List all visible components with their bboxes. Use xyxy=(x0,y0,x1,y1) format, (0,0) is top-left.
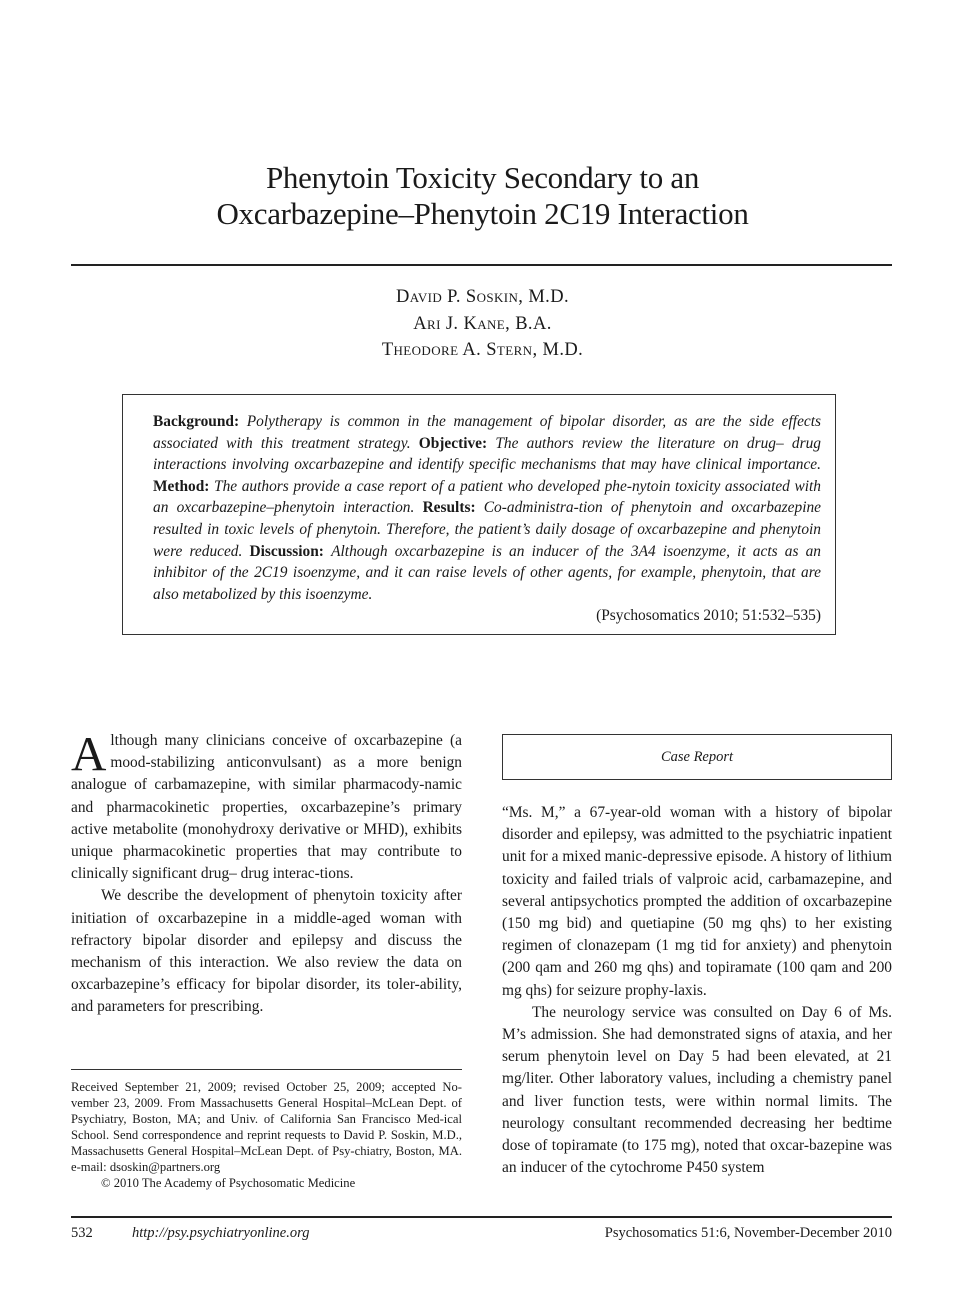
author-3: Theodore A. Stern, M.D. xyxy=(381,340,584,360)
author-2: Ari J. Kane, B.A. xyxy=(413,313,552,334)
case-report-heading: Case Report xyxy=(502,734,892,780)
author-list xyxy=(60,284,905,364)
title-divider xyxy=(71,264,892,266)
intro-paragraph-2: We describe the development of phenytoin toxicity after initiation of oxcarbazepine in a middle-aged woman with refractory bipolar disorder and epilepsy and discuss the mechanism of this interaction. We also review the data on oxcarbazepine’s efficacy for bipolar disorder, its toler-ability, and parameters for prescribing. xyxy=(71,887,462,1016)
abstract-box xyxy=(122,394,836,635)
results-label: Results: xyxy=(422,499,476,517)
method-text: The authors provide a case report of a patient who developed phe-nytoin toxicity associated with an oxcarbazepine–phenytoin interaction. xyxy=(153,477,821,517)
intro-paragraph-1 xyxy=(71,726,462,885)
case-report-column xyxy=(502,802,892,1179)
results-text: Co-administra-tion of phenytoin and oxcarbazepine resulted in toxic levels of phenytoin. Therefore, the patient’s daily dosage of oxcarbazepine and phenytoin were reduced. xyxy=(153,499,821,560)
title-line-1: Phenytoin Toxicity Secondary to an xyxy=(265,160,700,195)
discussion-text: Although oxcarbazepine is an inducer of the 3A4 isoenzyme, it acts as an inhibitor of the 2C19 isoenzyme, and it can raise levels of other agents, for example, phenytoin, that are also metabolized by this isoenzyme. xyxy=(153,542,821,603)
footnote xyxy=(71,1079,462,1191)
intro-paragraph-1-text: lthough many clinicians conceive of oxcarbazepine (a mood-stabilizing anticonvulsant) as a more benign analogue of carbamazepine, with similar pharmacody-namic and pharmacokinetic properties, oxcarbazepine’s primary active metabolite (monohydroxy derivative or MHD), exhibits unique pharmacokinetic properties that may contribute to clinically significant drug– drug interac-tions. xyxy=(71,732,462,883)
copyright-line: © 2010 The Academy of Psychosomatic Medicine xyxy=(101,1176,356,1190)
objective-label: Objective: xyxy=(418,434,488,452)
intro-column xyxy=(71,726,462,1019)
case-paragraph-2: The neurology service was consulted on Day 6 of Ms. M’s admission. She had demonstrated signs of ataxia, and her serum phenytoin level on Day 5 had been elevated, at 21 mg/liter. Other laboratory values, including a chemistry panel and liver function tests, were within normal limits. The neurology consultant recommended decreasing her bedtime dose of topiramate (to 175 mg), noted that oxcar-bazepine was an inducer of the cytochrome P450 system xyxy=(502,1003,892,1177)
journal-issue: Psychosomatics 51:6, November-December 2010 xyxy=(604,1225,892,1241)
method-label: Method: xyxy=(153,477,210,495)
abstract-citation: (Psychosomatics 2010; 51:532–535) xyxy=(596,607,821,625)
background-text: Polytherapy is common in the management of bipolar disorder, as are the side effects associated with this treatment strategy. xyxy=(153,413,821,452)
author-1: David P. Soskin, M.D. xyxy=(395,287,569,307)
page-number: 532 xyxy=(71,1225,93,1241)
case-paragraph-1: “Ms. M,” a 67-year-old woman with a history of bipolar disorder and epilepsy, was admitted to the psychiatric inpatient unit for a mixed manic-depressive episode. A history of lithium toxicity and failed trials of valproic acid, carbamazepine, and several antipsychotics prompted the addition of oxcarbazepine (150 mg bid) and quetiapine (50 mg qhs) to her existing regimen of clonazepam (1 mg tid for anxiety) and phenytoin (200 qam and 260 mg qhs) and topiramate (100 qam and 200 mg qhs) for seizure prophy-laxis. xyxy=(502,804,892,999)
footer-divider xyxy=(71,1216,892,1218)
journal-url-link[interactable]: http://psy.psychiatryonline.org xyxy=(132,1225,310,1241)
discussion-label: Discussion: xyxy=(249,542,324,560)
footnote-divider xyxy=(71,1069,462,1070)
footnote-text: Received September 21, 2009; revised October 25, 2009; accepted No-vember 23, 2009. From Massachusetts General Hospital–McLean Dept. of Psychiatry, Boston, MA; and Univ. of California San Francisco Med-ical School. Send correspondence and reprint requests to David P. Soskin, M.D., Massachusetts General Hospital–McLean Dept. of Psy-chiatry, Boston, MA. e-mail: dsoskin@partners.org xyxy=(71,1080,462,1174)
title-line-2: Oxcarbazepine–Phenytoin 2C19 Interaction xyxy=(216,196,749,231)
drop-cap: A xyxy=(71,726,107,781)
objective-text: The authors review the literature on drug– drug interactions involving oxcarbazepine and identify specific mechanisms that may have clinical importance. xyxy=(153,434,821,474)
background-label: Background: xyxy=(153,413,240,430)
article-title xyxy=(60,160,905,232)
